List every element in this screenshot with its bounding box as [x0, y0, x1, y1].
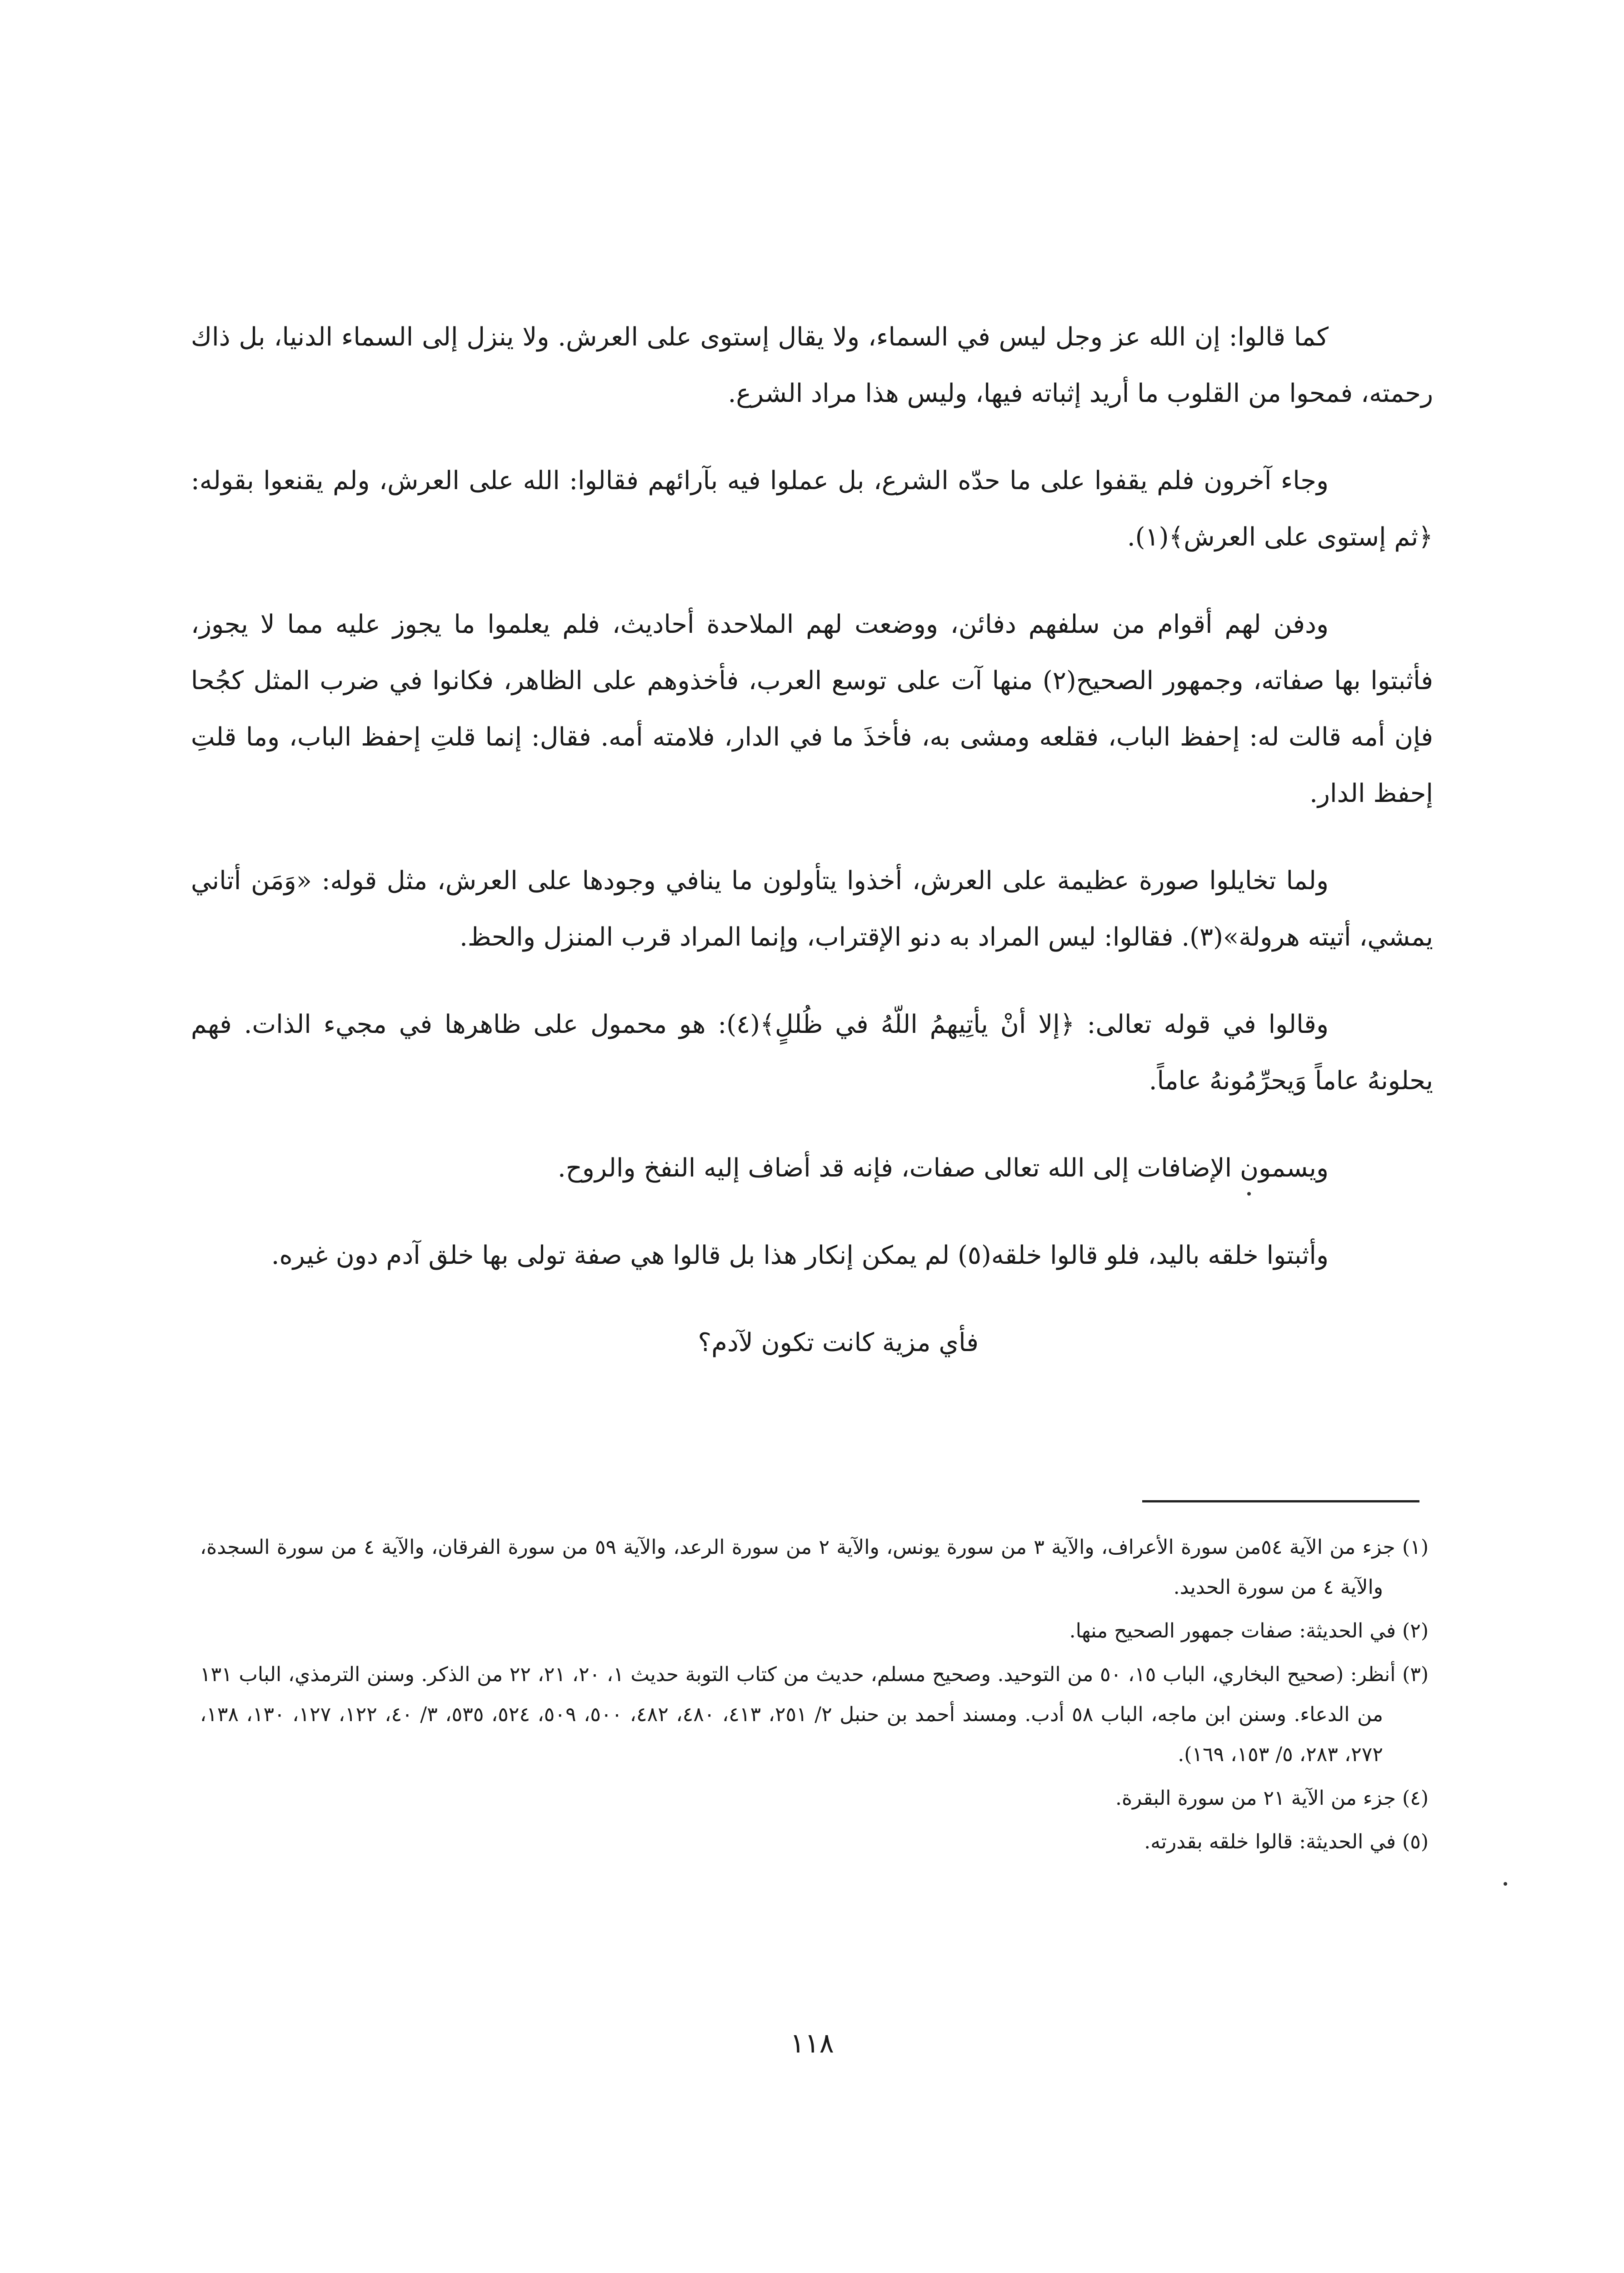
paragraph-4: ولما تخايلوا صورة عظيمة على العرش، أخذوا يتأولون ما ينافي وجودها على العرش، مثل قوله: «وَمَن أتاني يمشي، أتيته هرولة»(٣). فقالوا: ليس المراد به دنو الإقتراب، وإنما المراد قرب المنزل والحظ.: [191, 866, 1433, 952]
scan-speck: [1504, 1882, 1507, 1886]
paragraph-7: وأثبتوا خلقه باليد، فلو قالوا خلقه(٥) لم يمكن إنكار هذا بل قالوا هي صفة تولى بها خلق آدم دون غيره.: [271, 1241, 1329, 1270]
page-number: ١١٨: [790, 2028, 834, 2059]
footnote-4: (٤) جزء من الآية ٢١ من سورة البقرة.: [1115, 1787, 1429, 1810]
footnote-2: (٢) في الحديثة: صفات جمهور الصحيح منها.: [1069, 1619, 1429, 1642]
footnote-1: (١) جزء من الآية ٥٤من سورة الأعراف، والآية ٣ من سورة يونس، والآية ٢ من سورة الرعد، والآية ٥٩ من سورة الفرقان، والآية ٤ من سورة السجدة، والآية ٤ من سورة الحديد.: [200, 1536, 1429, 1599]
paragraph-1: كما قالوا: إن الله عز وجل ليس في السماء، ولا يقال إستوى على العرش. ولا ينزل إلى السماء الدنيا، بل ذاك رحمته، فمحوا من القلوب ما أريد إثباته فيها، وليس هذا مراد الشرع.: [191, 322, 1433, 408]
footnote-3: (٣) أنظر: (صحيح البخاري، الباب ١٥، ٥٠ من التوحيد. وصحيح مسلم، حديث من كتاب التوبة حديث ١، ٢٠، ٢١، ٢٢ من الذكر. وسنن الترمذي، الباب ١٣١ من الدعاء. وسنن ابن ماجه، الباب ٥٨ أدب. ومسند أحمد بن حنبل ٢/ ٢٥١، ٤١٣، ٤٨٠، ٤٨٢، ٥٠٠، ٥٠٩، ٥٢٤، ٥٣٥، ٣/ ٤٠، ١٢٢، ١٢٧، ١٣٠، ١٣٨، ٢٧٢، ٢٨٣، ٥/ ١٥٣، ١٦٩).: [200, 1663, 1429, 1766]
footnote-separator: [1142, 1500, 1419, 1502]
paragraph-2: وجاء آخرون فلم يقفوا على ما حدّه الشرع، بل عملوا فيه بآرائهم فقالوا: الله على العرش، ولم يقنعوا بقوله: ﴿ثم إستوى على العرش﴾(١).: [191, 466, 1433, 552]
paragraph-5: وقالوا في قوله تعالى: ﴿إلا أنْ يأتِيهمُ اللّهُ في ظُللٍ﴾(٤): هو محمول على ظاهرها في مجيء الذات. فهم يحلونهُ عاماً وَيحرِّمُونهُ عاماً.: [191, 1010, 1433, 1096]
main-text: [191, 309, 1433, 1402]
paragraph-6: ويسمون الإضافات إلى الله تعالى صفات، فإنه قد أضاف إليه النفخ والروح.: [557, 1153, 1329, 1183]
paragraph-8: فأي مزية كانت تكون لآدم؟: [698, 1328, 979, 1357]
scan-speck: [1247, 1192, 1251, 1196]
footnote-5: (٥) في الحديثة: قالوا خلقه بقدرته.: [1144, 1830, 1429, 1853]
footnotes: [200, 1527, 1429, 1866]
paragraph-3: ودفن لهم أقوام من سلفهم دفائن، ووضعت لهم الملاحدة أحاديث، فلم يعلموا ما يجوز عليه مما لا يجوز، فأثبتوا بها صفاته، وجمهور الصحيح(٢) منها آت على توسع العرب، فأخذوهم على الظاهر، فكانوا في ضرب المثل كجُحا فإن أمه قالت له: إحفظ الباب، فقلعه ومشى به، فأخذَ ما في الدار، فلامته أمه. فقال: إنما قلتِ إحفظ الباب، وما قلتِ إحفظ الدار.: [191, 610, 1433, 808]
